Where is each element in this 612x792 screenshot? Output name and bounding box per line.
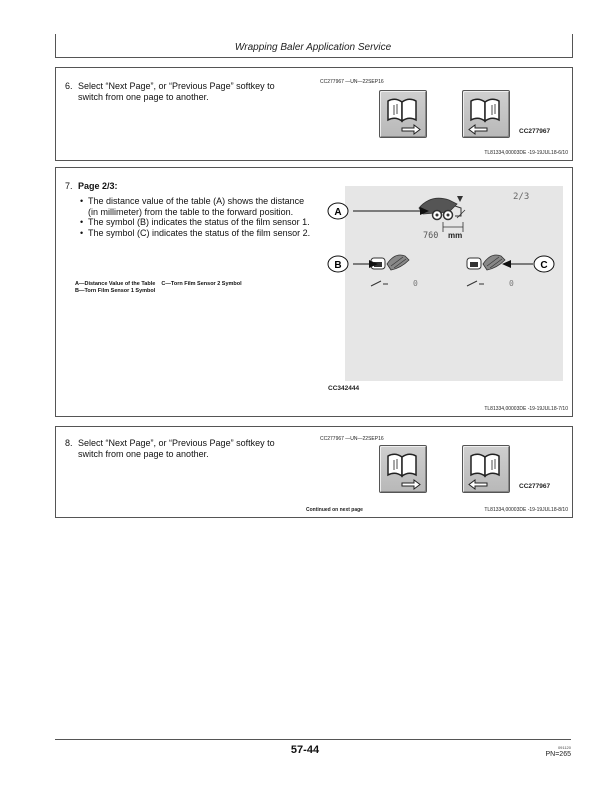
step-7-bullet: • The distance value of the table (A) shows the distance (in millimeter) from the table to the forward position. [80,196,312,217]
page-title: Wrapping Baler Application Service [234,42,392,53]
step-6-section [55,67,573,161]
page-indicator: 2/3 [513,192,530,202]
step-7-number: 7. [65,181,73,191]
step-8-text-line2: switch from one page to another. [78,448,209,459]
footer-pn: PN=265 [545,751,571,758]
step-8-image-caption: CC277967 —UN—22SEP16 [320,436,384,442]
distance-unit: mm [448,231,463,240]
step-6-image-label: CC277967 [519,128,551,135]
step-6-text-line2: switch from one page to another. [78,91,209,102]
previous-page-softkey-icon[interactable] [462,90,510,138]
step-6-number: 6. [65,81,73,91]
step-7-heading: Page 2/3: [78,181,118,191]
callout-c-label: C [540,260,548,271]
callout-b-label: B [334,260,342,271]
distance-value: 760 [423,231,439,241]
step-7-bullet-list [80,196,312,238]
step-8-text [65,438,305,459]
sensor-1-value: 0 [413,279,418,288]
step-6-text-line1: Select “Next Page”, or “Previous Page” softkey to [78,81,275,91]
sensor-2-value: 0 [509,279,514,288]
step-6-reference: TL81334,00003DE -19-19JUL18-6/10 [484,150,568,156]
step-7-bullet: • The symbol (C) indicates the status of the film sensor 2. [80,228,312,239]
step-6-text [65,81,305,102]
step-7-bullet: • The symbol (B) indicates the status of the film sensor 1. [80,217,312,228]
step-8-section [55,426,573,518]
legend-item-c: C—Torn Film Sensor 2 Symbol [161,281,242,287]
step-7-image-label: CC342444 [328,385,360,392]
step-7-legend [75,281,315,295]
legend-item-a: A—Distance Value of the Table [75,281,156,287]
callout-a-label: A [334,207,342,218]
continued-note [306,507,363,513]
footer-code: 091120 [557,745,571,750]
step-6-image-caption: CC277967 —UN—22SEP16 [320,79,384,85]
step-8-reference: TL81334,00003DE -19-19JUL18-8/10 [484,507,568,513]
legend-item-b: B—Torn Film Sensor 1 Symbol [75,288,156,294]
page-number: 57-44 [290,744,320,756]
callout-overlay [325,195,565,285]
step-8-text-line1: Select “Next Page”, or “Previous Page” softkey to [78,438,275,448]
next-page-softkey-icon[interactable] [379,445,427,493]
next-page-softkey-icon[interactable] [379,90,427,138]
step-8-image-label: CC277967 [519,483,551,490]
step-7-heading-row [65,181,325,192]
continued-note-text: Continued on next page [306,507,363,513]
previous-page-softkey-icon[interactable] [462,445,510,493]
step-7-reference: TL81334,00003DE -19-19JUL18-7/10 [484,406,568,412]
footer-rule [55,739,571,740]
step-8-number: 8. [65,438,73,448]
